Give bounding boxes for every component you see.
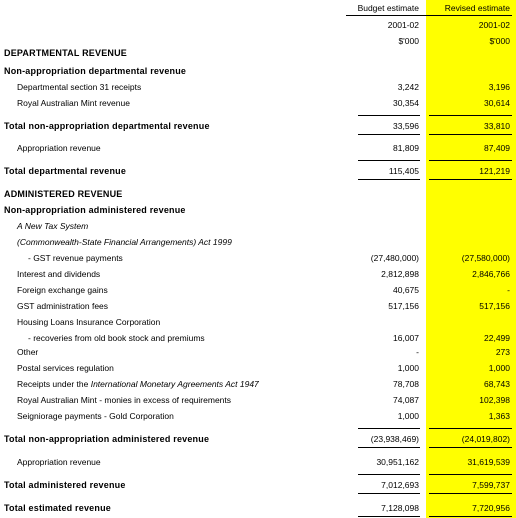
revised-value: 121,219 — [479, 166, 510, 176]
rule — [429, 179, 512, 180]
rule — [429, 134, 512, 135]
revised-value: 102,398 — [479, 395, 510, 405]
rule — [358, 493, 420, 494]
revised-value: 3,196 — [488, 82, 510, 92]
rule — [358, 428, 420, 429]
revised-value: 1,363 — [488, 411, 510, 421]
revised-value: 33,810 — [484, 121, 510, 131]
budget-value: 74,087 — [393, 395, 419, 405]
budget-value: 33,596 — [393, 121, 419, 131]
rule — [358, 474, 420, 475]
row-label: Appropriation revenue — [17, 457, 101, 467]
revised-value: 22,499 — [484, 333, 510, 343]
col-budget-year: 2001-02 — [387, 20, 419, 30]
header-rule — [346, 15, 512, 16]
revised-value: 7,720,956 — [472, 503, 510, 513]
revised-value: 31,619,539 — [467, 457, 510, 467]
col-revised-title: Revised estimate — [444, 3, 510, 13]
dept-heading: DEPARTMENTAL REVENUE — [4, 48, 128, 58]
budget-value: 78,708 — [393, 379, 419, 389]
col-budget-unit: $'000 — [398, 36, 419, 46]
budget-value: 16,007 — [393, 333, 419, 343]
revised-value: 30,614 — [484, 98, 510, 108]
budget-value: 115,405 — [388, 166, 419, 176]
budget-value: 30,951,162 — [376, 457, 419, 467]
revised-value: 273 — [495, 347, 510, 357]
rule — [429, 160, 512, 161]
col-revised-unit: $'000 — [489, 36, 510, 46]
budget-value: 7,128,098 — [381, 503, 419, 513]
row-label: Appropriation revenue — [17, 143, 101, 153]
row-label — [17, 379, 259, 390]
budget-value: 1,000 — [397, 411, 419, 421]
row-label: Interest and dividends — [17, 269, 101, 279]
row-label: - recoveries from old book stock and premiums — [28, 333, 205, 343]
row-label: GST administration fees — [17, 301, 109, 311]
revised-value: 2,846,766 — [472, 269, 510, 279]
revised-value: - — [507, 285, 510, 295]
budget-value: 3,242 — [397, 82, 419, 92]
rule — [358, 115, 420, 116]
budget-value: 7,012,693 — [381, 480, 419, 490]
row-label: Royal Australian Mint - monies in excess of requirements — [17, 395, 232, 405]
revised-value: 68,743 — [484, 379, 510, 389]
revised-value: (27,580,000) — [461, 253, 510, 263]
budget-value: 517,156 — [388, 301, 419, 311]
revised-value: 517,156 — [479, 301, 510, 311]
rule — [429, 428, 512, 429]
revised-value: 7,599,737 — [472, 480, 510, 490]
dept-nonapp-heading: Non-appropriation departmental revenue — [4, 66, 187, 76]
rule — [358, 447, 420, 448]
act-title-line1: A New Tax System — [17, 221, 89, 231]
rule — [358, 160, 420, 161]
admin-nonapp-heading: Non-appropriation administered revenue — [4, 205, 186, 215]
budget-value: 1,000 — [397, 363, 419, 373]
row-label: Foreign exchange gains — [17, 285, 108, 295]
row-label: - GST revenue payments — [28, 253, 123, 263]
row-label: Seigniorage payments - Gold Corporation — [17, 411, 174, 421]
budget-value: 81,809 — [393, 143, 419, 153]
budget-value: 30,354 — [393, 98, 419, 108]
row-label: Postal services regulation — [17, 363, 114, 373]
row-label: Housing Loans Insurance Corporation — [17, 317, 161, 327]
admin-heading: ADMINISTERED REVENUE — [4, 189, 123, 199]
budget-value: (23,938,469) — [370, 434, 419, 444]
act-name: International Monetary Agreements Act 1947 — [90, 379, 259, 389]
rule — [358, 134, 420, 135]
budget-value: (27,480,000) — [370, 253, 419, 263]
row-label: Other — [17, 347, 39, 357]
budget-value: 2,812,898 — [381, 269, 419, 279]
total-label: Total administered revenue — [4, 480, 126, 490]
rule — [358, 516, 420, 517]
revised-value: 87,409 — [484, 143, 510, 153]
revised-value: (24,019,802) — [461, 434, 510, 444]
rule — [429, 516, 512, 517]
row-label: Royal Australian Mint revenue — [17, 98, 130, 108]
rule — [429, 474, 512, 475]
rule — [358, 179, 420, 180]
total-label: Total non-appropriation departmental revenue — [4, 121, 210, 131]
act-title-line2: (Commonwealth-State Financial Arrangements) Act 1999 — [17, 237, 232, 247]
budget-value: 40,675 — [393, 285, 419, 295]
rule — [429, 447, 512, 448]
rule — [429, 115, 512, 116]
total-label: Total departmental revenue — [4, 166, 127, 176]
rule — [429, 493, 512, 494]
total-label: Total estimated revenue — [4, 503, 111, 513]
total-label: Total non-appropriation administered revenue — [4, 434, 210, 444]
row-label: Departmental section 31 receipts — [17, 82, 142, 92]
budget-value: - — [416, 347, 419, 357]
revised-value: 1,000 — [488, 363, 510, 373]
row-label-prefix: Receipts under the — [17, 379, 91, 389]
col-revised-year: 2001-02 — [478, 20, 510, 30]
col-budget-title: Budget estimate — [357, 3, 419, 13]
